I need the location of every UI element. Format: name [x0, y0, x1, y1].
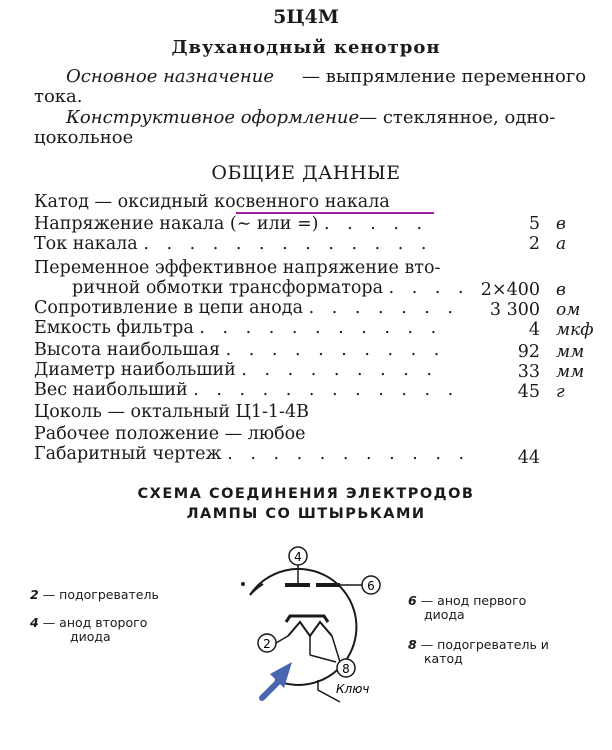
row-position: Рабочее положение — любое	[34, 424, 306, 444]
row-heater-current	[34, 234, 432, 254]
unit-heater-current: а	[556, 234, 567, 254]
leader-dots: . . . . . . . . . . . . .	[143, 234, 433, 254]
unit-filter-capacitance: мкф	[556, 320, 594, 340]
leader-dots: . . . . . . . . . . .	[227, 444, 471, 464]
row-dimension-drawing	[34, 444, 470, 464]
design-text: — стеклянное, одно-	[359, 107, 556, 128]
row-label: Емкость фильтра	[34, 318, 194, 338]
value-heater-voltage: 5	[528, 214, 540, 234]
pin-6-label: 6	[367, 579, 375, 593]
legend-pin2-num: 2	[30, 587, 39, 602]
legend-pin8-num: 8	[408, 637, 417, 652]
row-filter-capacitance	[34, 318, 442, 338]
legend-pin6	[408, 594, 526, 622]
tube-model: 5Ц4М	[273, 6, 339, 28]
cathode-underlined-text: косвенного накала	[214, 192, 390, 212]
row-label: Ток накала	[34, 234, 138, 254]
row-base: Цоколь — октальный Ц1-1-4В	[34, 402, 309, 422]
heater-filament	[288, 622, 332, 636]
value-heater-current: 2	[528, 234, 540, 254]
heater-lead-8	[332, 636, 340, 662]
design-label: Конструктивное оформление	[66, 107, 360, 128]
unit-max-height: мм	[556, 342, 585, 362]
row-label: Высота наибольшая	[34, 340, 221, 360]
row-max-weight	[34, 380, 459, 400]
value-filter-capacitance: 4	[528, 320, 540, 340]
schema-title-2: ЛАМПЫ СО ШТЫРЬКАМИ	[186, 506, 426, 522]
key-label: Ключ	[336, 682, 370, 696]
cathode-row	[34, 192, 390, 212]
leader-dots: . . . . . . . . . . .	[199, 318, 443, 338]
value-max-diameter: 33	[517, 362, 540, 382]
purpose-line-2: тока.	[34, 86, 83, 107]
value-max-weight: 45	[517, 382, 540, 402]
pin-2-label: 2	[263, 637, 271, 651]
legend-pin6-text2: диода	[424, 607, 465, 622]
purpose-label: Основное назначение	[66, 66, 275, 87]
legend-pin8-text: — подогреватель и	[420, 637, 549, 652]
value-dimension-drawing: 44	[517, 448, 540, 468]
dot-mark	[241, 582, 245, 586]
tube-pin-diagram	[230, 540, 400, 740]
unit-secondary-voltage: в	[556, 280, 566, 300]
row-max-height	[34, 340, 445, 360]
legend-pin6-num: 6	[408, 593, 417, 608]
leader-dots: . . . . . . .	[308, 298, 459, 318]
design-line	[66, 108, 555, 128]
legend-pin8	[408, 638, 549, 666]
value-anode-resistance: 3 300	[489, 300, 540, 320]
legend-pin6-text: — анод первого	[420, 593, 527, 608]
row-label: ричной обмотки трансформатора	[72, 278, 384, 298]
blue-arrow-icon	[262, 662, 292, 698]
row-label: Габаритный чертеж	[34, 444, 222, 464]
legend-pin8-text2: катод	[424, 651, 463, 666]
leader-dots: . . . . . . . . . .	[225, 340, 446, 360]
leader-dots: . . . .	[388, 278, 470, 298]
cathode-prefix: Катод — оксидный	[34, 192, 215, 212]
row-label: Вес наибольший	[34, 380, 188, 400]
legend-pin2-text: — подогреватель	[42, 587, 159, 602]
value-max-height: 92	[517, 342, 540, 362]
legend-pin4-text2: диода	[70, 629, 111, 644]
purpose-line	[66, 67, 586, 87]
unit-max-diameter: мм	[556, 362, 585, 382]
row-label: Напряжение накала (∼ или =)	[34, 214, 319, 234]
row-label: Диаметр наибольший	[34, 360, 236, 380]
cathode-top	[286, 616, 328, 622]
unit-max-weight: г	[556, 382, 565, 402]
row-max-diameter	[34, 360, 438, 380]
legend-pin4-num: 4	[30, 615, 39, 630]
tube-type: Двуханодный кенотрон	[171, 37, 441, 58]
row-secondary-voltage-2	[72, 278, 470, 298]
leader-dots: . . . . . . . . . . . .	[193, 380, 460, 400]
legend-pin4-text: — анод второго	[42, 615, 148, 630]
unit-heater-voltage: в	[556, 214, 566, 234]
row-label: Сопротивление в цепи анода	[34, 298, 304, 318]
legend-pin2	[30, 588, 159, 602]
pin-8-label: 8	[342, 662, 350, 676]
legend-pin4	[30, 616, 147, 644]
heater-lead-2	[276, 636, 288, 643]
general-data-heading: ОБЩИЕ ДАННЫЕ	[211, 162, 401, 184]
row-anode-resistance	[34, 298, 459, 318]
row-secondary-voltage-1: Переменное эффективное напряжение вто-	[34, 258, 441, 278]
unit-anode-resistance: ом	[556, 300, 581, 320]
leader-dots: . . . . .	[324, 214, 429, 234]
leader-dots: . . . . . . . . .	[241, 360, 438, 380]
design-line-2: цокольное	[34, 127, 134, 148]
value-secondary-voltage: 2×400	[480, 280, 540, 300]
pin-4-label: 4	[294, 550, 302, 564]
cathode-join	[310, 655, 336, 662]
row-heater-voltage	[34, 214, 428, 234]
schema-title-1: СХЕМА СОЕДИНЕНИЯ ЭЛЕКТРОДОВ	[137, 486, 475, 502]
purpose-text: — выпрямление переменного	[302, 66, 587, 87]
